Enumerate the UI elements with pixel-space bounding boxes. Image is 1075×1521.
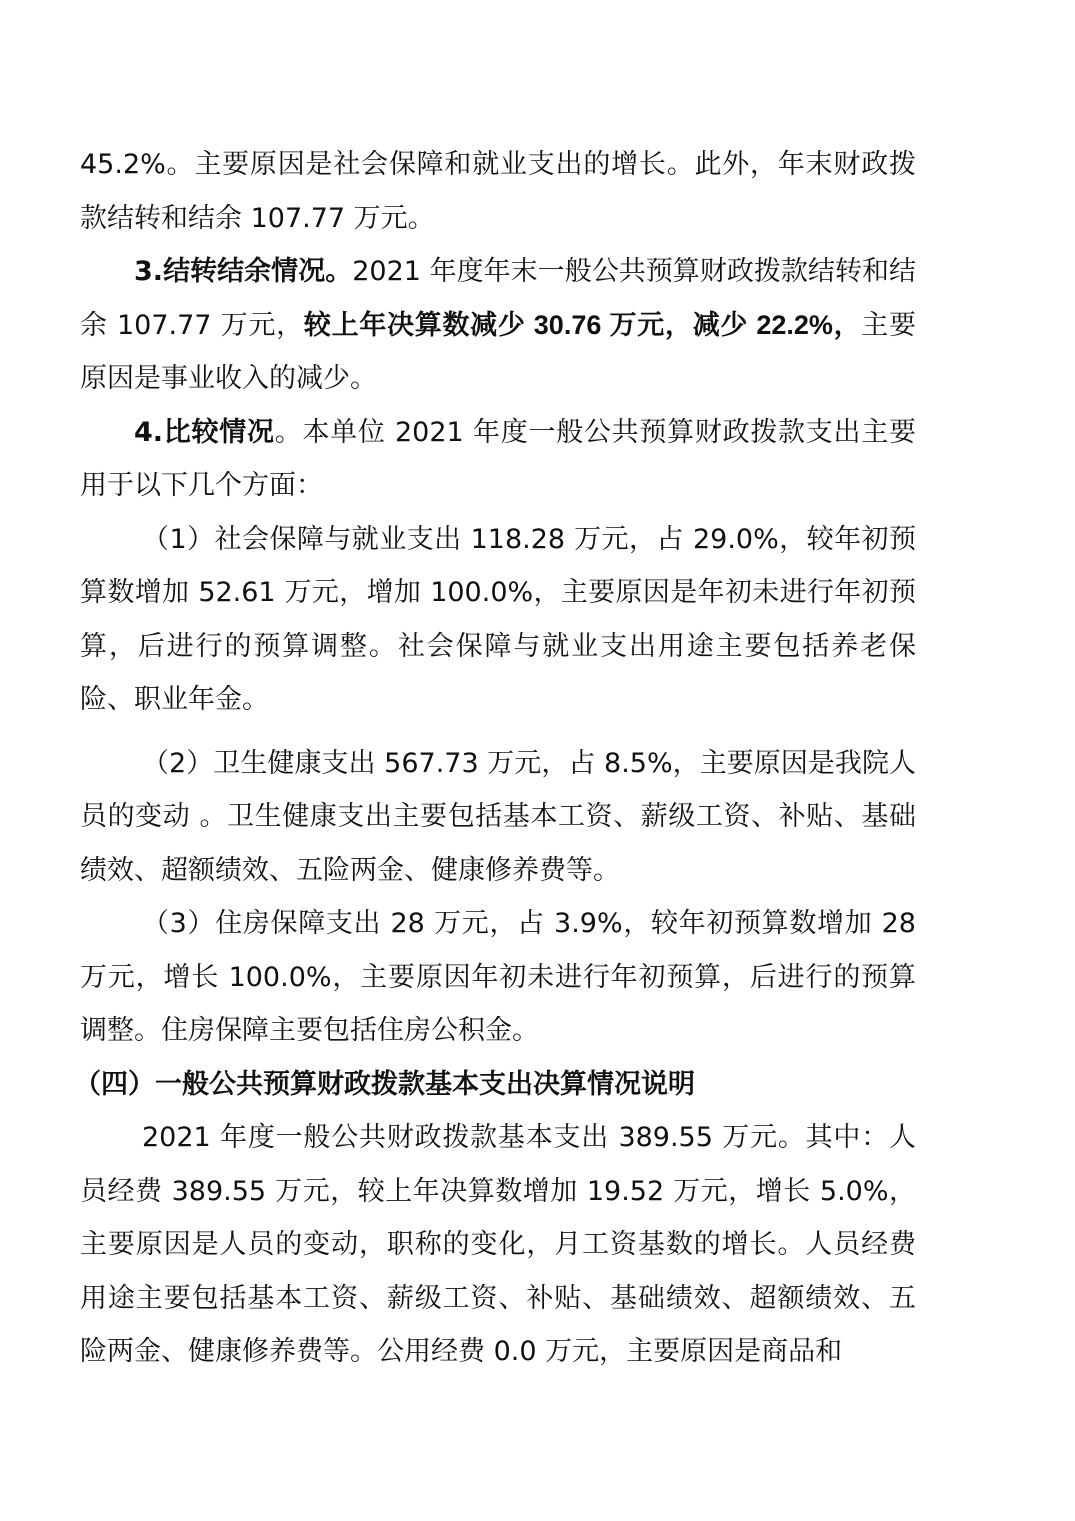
- carryover-label: 3.结转结余情况。: [134, 256, 353, 287]
- section-heading-basic-expenditure: （四）一般公共预算财政拨款基本支出决算情况说明: [74, 1068, 695, 1100]
- paragraph-social-security: （1）社会保障与就业支出 118.28 万元，占 29.0%，较年初预算数增加 52.61 万元，增加 100.0%，主要原因是年初未进行年初预算，后进行的预算调整。社会保障与就业支出用途主要包括养老保险、职业年金。: [80, 523, 916, 715]
- paragraph-basic-expenditure: 2021 年度一般公共财政拨款基本支出 389.55 万元。其中：人员经费 389.55 万元，较上年决算数增加 19.52 万元，增长 5.0%，主要原因是人员的变动，职称的变化，月工资基数的增长。人员经费用途主要包括基本工资、薪级工资、补贴、基础绩效、超额绩效、五险两金、健康修养费等。公用经费 0.0 万元，主要原因是商品和: [80, 1122, 916, 1367]
- paragraph-expenditure-growth: 45.2%。主要原因是社会保障和就业支出的增长。此外，年末财政拨款结转和结余 107.77 万元。: [80, 149, 916, 234]
- carryover-decrease: 较上年决算数减少 30.76 万元，减少 22.2%，: [303, 309, 862, 340]
- comparison-label: 4.比较情况: [134, 416, 275, 448]
- carryover-reason: 主要原因是事业收入的减少。: [80, 309, 917, 394]
- comparison-text: 。本单位 2021 年度一般公共预算财政拨款支出主要用于以下几个方面：: [80, 416, 916, 501]
- paragraph-comparison: [80, 406, 916, 513]
- document-page: [74, 138, 917, 1379]
- paragraph-carryover: [80, 245, 916, 406]
- carryover-text: 2021 年度年末一般公共预算财政拨款结转和结余 107.77 万元，: [80, 256, 916, 341]
- paragraph-health: （2）卫生健康支出 567.73 万元，占 8.5%，主要原因是我院人员的变动 。卫生健康支出主要包括基本工资、薪级工资、补贴、基础绩效、超额绩效、五险两金、健康修养费等。: [80, 747, 916, 886]
- paragraph-housing: （3）住房保障支出 28 万元，占 3.9%，较年初预算数增加 28 万元，增长 100.0%，主要原因年初未进行年初预算，后进行的预算调整。住房保障主要包括住房公积金。: [80, 908, 916, 1046]
